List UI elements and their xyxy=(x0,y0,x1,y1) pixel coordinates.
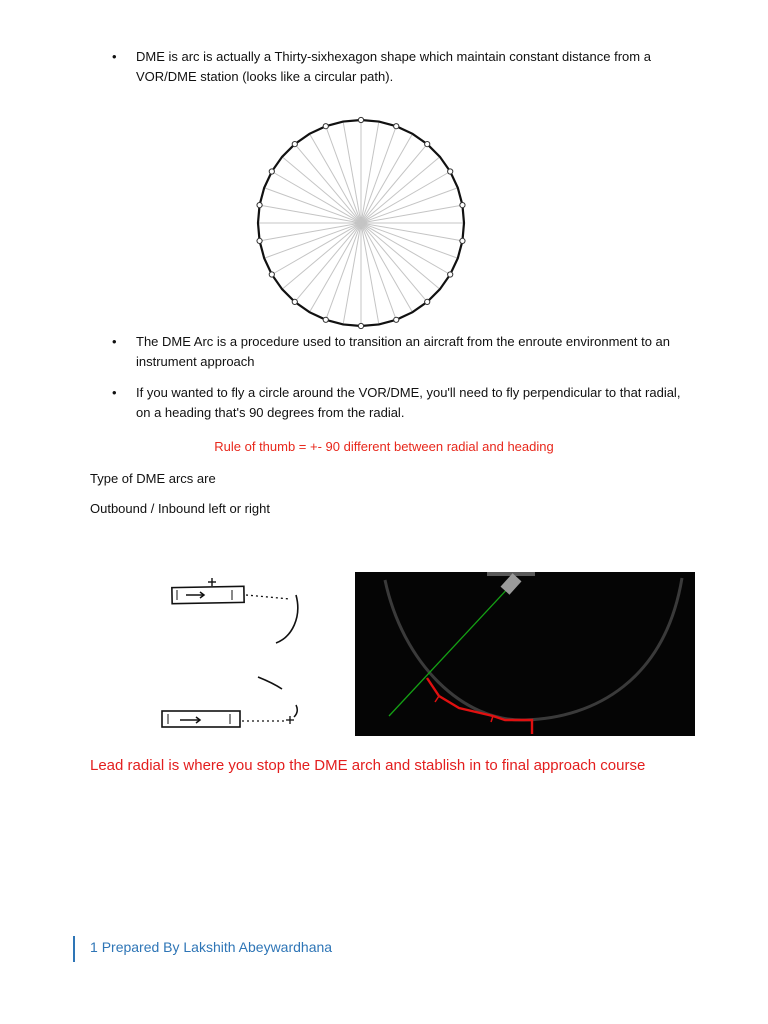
rule-of-thumb-note: Rule of thumb = +- 90 different between radial and heading xyxy=(214,439,554,454)
polygon-vertex xyxy=(460,203,465,208)
dme-types-line: Outbound / Inbound left or right xyxy=(90,501,270,516)
polygon-vertex xyxy=(425,299,430,304)
polygon-vertex xyxy=(448,169,453,174)
polygon-vertex xyxy=(323,317,328,322)
polygon-vertex xyxy=(292,299,297,304)
bullet-text: If you wanted to fly a circle around the VOR/DME, you'll need to fly perpendicular to that radial, on a heading that's 90 degrees from the radial. xyxy=(136,385,681,420)
polygon-vertex xyxy=(269,169,274,174)
bullet-text: The DME Arc is a procedure used to transition an aircraft from the enroute environment to an instrument approach xyxy=(136,334,670,369)
hand-sketch-figure xyxy=(150,577,300,752)
footer-accent-bar xyxy=(73,936,75,962)
dme-polygon-figure xyxy=(253,115,469,331)
polygon-vertex xyxy=(448,272,453,277)
bullet-dot: • xyxy=(112,49,117,64)
dme-arc-screen-figure xyxy=(355,572,695,736)
bullet-text: DME is arc is actually a Thirty-sixhexagon shape which maintain constant distance from a VOR/DME station (looks like a circular path). xyxy=(136,49,651,84)
bullet-dot: • xyxy=(112,385,117,400)
polygon-vertex xyxy=(460,238,465,243)
polygon-vertex xyxy=(292,141,297,146)
polygon-vertex xyxy=(425,141,430,146)
page-number: 1 xyxy=(90,939,98,955)
polygon-vertex xyxy=(394,317,399,322)
dme-types-heading: Type of DME arcs are xyxy=(90,471,216,486)
polygon-vertex xyxy=(257,203,262,208)
polygon-vertex xyxy=(358,117,363,122)
polygon-vertex xyxy=(394,124,399,129)
lead-radial-note: Lead radial is where you stop the DME arch and stablish in to final approach course xyxy=(90,757,646,774)
polygon-vertex xyxy=(323,124,328,129)
polygon-vertex xyxy=(269,272,274,277)
footer-author: Prepared By Lakshith Abeywardhana xyxy=(101,939,333,955)
footer xyxy=(90,939,332,955)
polygon-vertex xyxy=(358,323,363,328)
polygon-vertex xyxy=(257,238,262,243)
bullet-dot: • xyxy=(112,334,117,349)
